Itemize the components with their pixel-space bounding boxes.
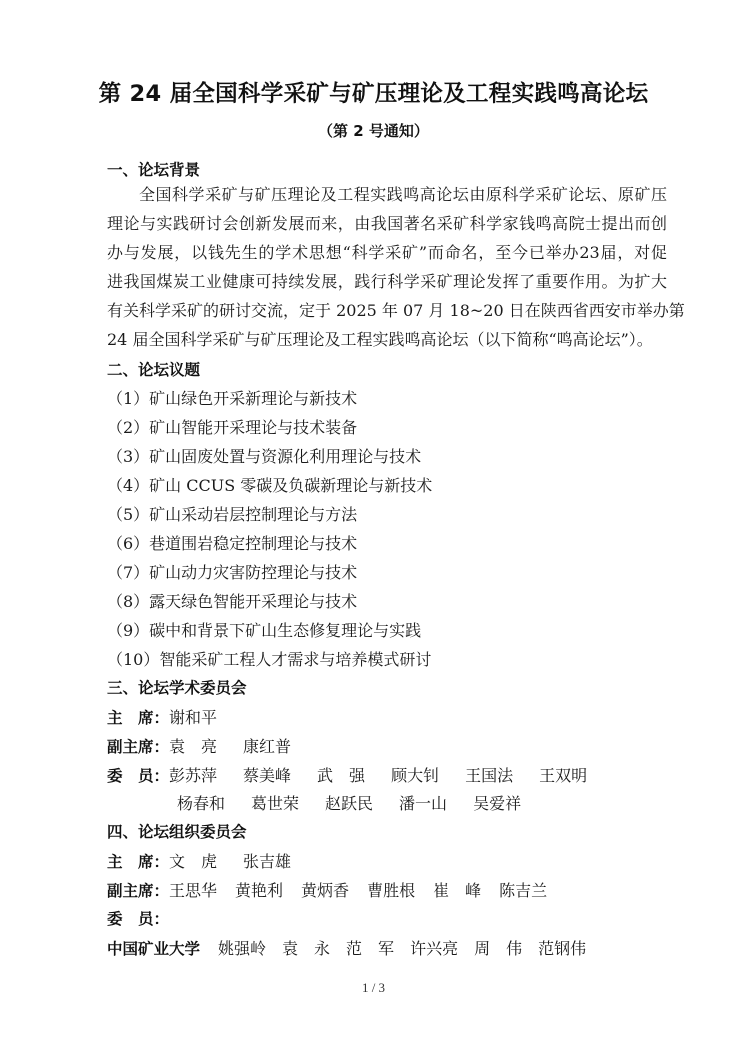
vice-chair-name: 袁 亮	[169, 737, 218, 756]
academic-members-row-2	[177, 791, 547, 814]
vice-chair-name: 崔 峰	[433, 881, 482, 900]
topic-item: （7）矿山动力灾害防控理论与技术	[107, 563, 358, 582]
vice-chair-label: 副主席：	[107, 882, 170, 900]
member-name: 许兴亮	[410, 939, 459, 958]
topic-item: （4）矿山 CCUS 零碳及负碳新理论与新技术	[107, 476, 433, 495]
section-heading-academic-committee: 三、论坛学术委员会	[107, 679, 247, 697]
chair-label: 主 席：	[107, 853, 170, 871]
organizing-chair-row	[107, 849, 317, 872]
chair-name: 谢和平	[169, 708, 218, 727]
vice-chair-name: 曹胜根	[367, 881, 416, 900]
member-name: 彭苏萍	[169, 766, 218, 785]
topic-item: （1）矿山绿色开采新理论与新技术	[107, 389, 358, 408]
paragraph-line: 理论与实践研讨会创新发展而来，由我国著名采矿科学家钱鸣高院士提出而创	[107, 214, 667, 233]
vice-chair-name: 黄炳香	[301, 881, 350, 900]
section-heading-organizing-committee: 四、论坛组织委员会	[107, 823, 247, 841]
paragraph-line: 进我国煤炭工业健康可持续发展，践行科学采矿理论发挥了重要作用。为扩大	[107, 272, 667, 291]
topic-item: （9）碳中和背景下矿山生态修复理论与实践	[107, 621, 422, 640]
chair-label: 主 席：	[107, 709, 170, 727]
academic-chair-row	[107, 705, 243, 728]
member-name: 杨春和	[177, 794, 226, 813]
vice-chair-name: 黄艳利	[235, 881, 284, 900]
member-name: 姚强岭	[218, 939, 267, 958]
vice-chair-name: 王思华	[169, 881, 218, 900]
topic-item: （10）智能采矿工程人才需求与培养模式研讨	[107, 650, 432, 669]
vice-chair-name: 康红普	[243, 737, 292, 756]
paragraph-line: 有关科学采矿的研讨交流，定于 2025 年 07 月 18~20 日在陕西省西安市举办第	[107, 301, 685, 320]
topic-item: （3）矿山固废处置与资源化利用理论与技术	[107, 447, 422, 466]
member-name: 顾大钊	[391, 766, 440, 785]
topic-item: （5）矿山采动岩层控制理论与方法	[107, 505, 358, 524]
page-number: 1 / 3	[361, 980, 386, 995]
member-name: 赵跃民	[325, 794, 374, 813]
member-name: 袁 永	[282, 939, 331, 958]
academic-vice-chair-row	[107, 734, 317, 757]
section-heading-background: 一、论坛背景	[107, 161, 201, 179]
organizing-cumt-row	[107, 936, 586, 959]
members-label: 委 员：	[107, 767, 170, 785]
academic-members-row	[107, 763, 613, 786]
member-name: 潘一山	[399, 794, 448, 813]
document-subtitle: （第 2 号通知）	[318, 122, 429, 140]
member-name: 周 伟	[474, 939, 523, 958]
member-name: 王双明	[539, 766, 588, 785]
member-name: 吴爱祥	[473, 794, 522, 813]
chair-name: 文 虎	[169, 852, 218, 871]
member-name: 范钢伟	[538, 939, 587, 958]
institution-label: 中国矿业大学	[107, 940, 201, 958]
topic-item: （2）矿山智能开采理论与技术装备	[107, 418, 358, 437]
organizing-members-row	[107, 907, 169, 929]
members-label: 委 员：	[107, 910, 170, 928]
topic-item: （8）露天绿色智能开采理论与技术	[107, 592, 358, 611]
section-heading-topics: 二、论坛议题	[107, 361, 201, 379]
topic-item: （6）巷道围岩稳定控制理论与技术	[107, 534, 358, 553]
paragraph-line: 全国科学采矿与矿压理论及工程实践鸣高论坛由原科学采矿论坛、原矿压	[139, 185, 667, 204]
member-name: 葛世荣	[251, 794, 300, 813]
chair-name: 张吉雄	[243, 852, 292, 871]
vice-chair-name: 陈吉兰	[499, 881, 548, 900]
member-name: 范 军	[346, 939, 395, 958]
paragraph-line: 办与发展，以钱先生的学术思想“科学采矿”而命名，至今已举办23届，对促	[107, 243, 667, 262]
background-paragraph	[107, 180, 685, 354]
vice-chair-label: 副主席：	[107, 738, 170, 756]
member-name: 蔡美峰	[243, 766, 292, 785]
member-name: 王国法	[465, 766, 514, 785]
member-name: 武 强	[317, 766, 366, 785]
document-title: 第 24 届全国科学采矿与矿压理论及工程实践鸣高论坛	[98, 81, 649, 107]
paragraph-line: 24 届全国科学采矿与矿压理论及工程实践鸣高论坛（以下简称“鸣高论坛”）。	[107, 330, 653, 349]
organizing-vice-chair-row	[107, 878, 547, 901]
